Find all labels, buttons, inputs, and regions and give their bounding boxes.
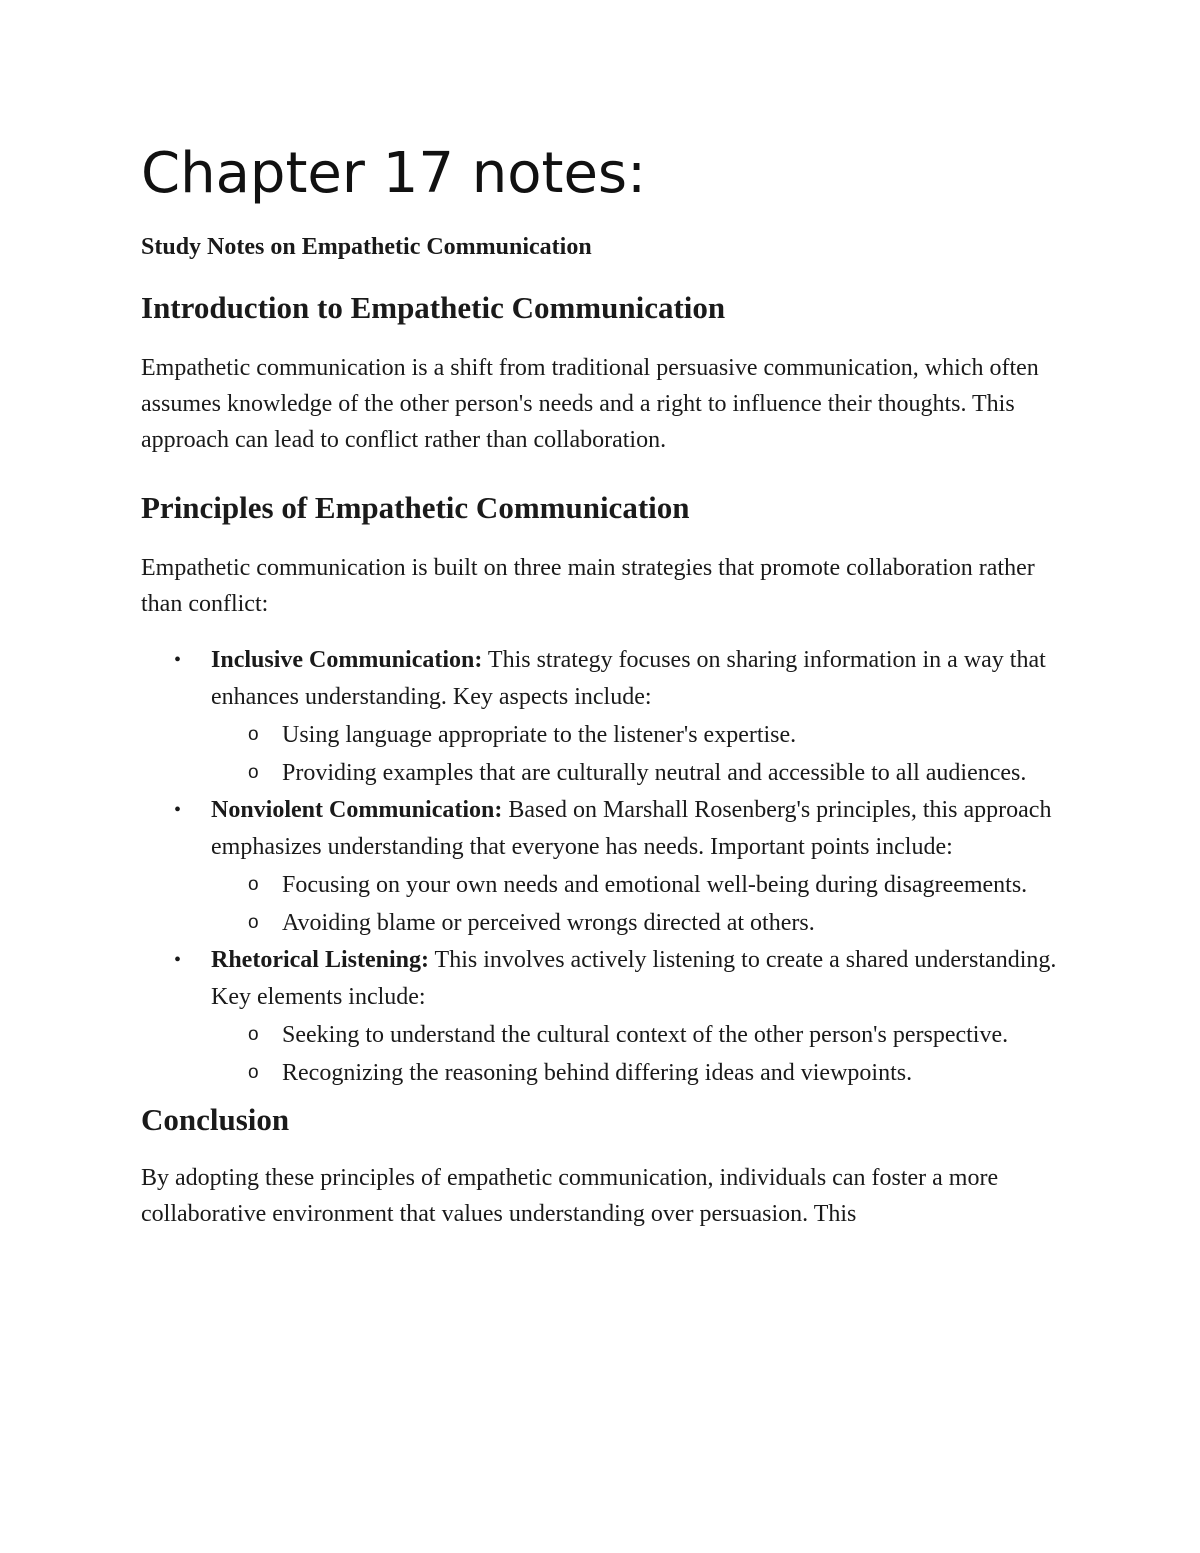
sub-item-text: Using language appropriate to the listener's expertise.: [282, 722, 797, 748]
strategy-text: This strategy focuses on sharing information in a way that enhances understanding. Key aspects include:: [211, 647, 1046, 710]
sub-item-text: Providing examples that are culturally neutral and accessible to all audiences.: [282, 760, 1027, 786]
strategy-label: Rhetorical Listening:: [211, 947, 429, 973]
document-page: [141, 138, 1071, 1232]
sub-list: [211, 1016, 1071, 1092]
sub-list: [211, 866, 1071, 942]
bullet-icon: •: [174, 649, 182, 671]
strategy-item-nonviolent: [174, 792, 1071, 942]
strategy-label: Inclusive Communication:: [211, 647, 483, 673]
document-subtitle: Study Notes on Empathetic Communication: [141, 234, 592, 260]
sub-item-text: Avoiding blame or perceived wrongs directed at others.: [282, 910, 815, 936]
sub-item-text: Seeking to understand the cultural context of the other person's perspective.: [282, 1022, 1009, 1048]
circle-bullet-icon: o: [248, 1024, 259, 1045]
circle-bullet-icon: o: [248, 724, 259, 745]
intro-paragraph: Empathetic communication is a shift from traditional persuasive communication, which often assumes knowledge of the other person's needs and a right to influence their thoughts. This approach can lead to conflict rather than collaboration.: [141, 355, 1039, 453]
sub-list-item: [248, 716, 1071, 754]
bullet-icon: •: [174, 949, 182, 971]
strategy-item-inclusive: [174, 642, 1071, 792]
strategy-text: This involves actively listening to create a shared understanding. Key elements include:: [211, 947, 1057, 1010]
circle-bullet-icon: o: [248, 1062, 259, 1083]
sub-list-item: [248, 1016, 1071, 1054]
strategy-label: Nonviolent Communication:: [211, 797, 503, 823]
bullet-icon: •: [174, 799, 182, 821]
circle-bullet-icon: o: [248, 762, 259, 783]
sub-item-text: Recognizing the reasoning behind differing ideas and viewpoints.: [282, 1060, 913, 1086]
conclusion-heading: Conclusion: [141, 1102, 290, 1137]
sub-list: [211, 716, 1071, 792]
strategies-list: [141, 642, 1071, 1092]
intro-heading: Introduction to Empathetic Communication: [141, 290, 726, 325]
principles-paragraph: Empathetic communication is built on three main strategies that promote collaboration rather than conflict:: [141, 555, 1035, 617]
sub-list-item: [248, 754, 1071, 792]
sub-list-item: [248, 904, 1071, 942]
conclusion-paragraph: By adopting these principles of empathetic communication, individuals can foster a more collaborative environment that values understanding over persuasion. This: [141, 1165, 999, 1227]
strategy-item-rhetorical: [174, 942, 1071, 1092]
sub-list-item: [248, 866, 1071, 904]
sub-list-item: [248, 1054, 1071, 1092]
sub-item-text: Focusing on your own needs and emotional well-being during disagreements.: [282, 872, 1028, 898]
page-title: Chapter 17 notes:: [141, 141, 646, 206]
circle-bullet-icon: o: [248, 912, 259, 933]
strategy-text: Based on Marshall Rosenberg's principles, this approach emphasizes understanding that everyone has needs. Important points include:: [211, 797, 1052, 860]
principles-heading: Principles of Empathetic Communication: [141, 490, 690, 525]
circle-bullet-icon: o: [248, 874, 259, 895]
